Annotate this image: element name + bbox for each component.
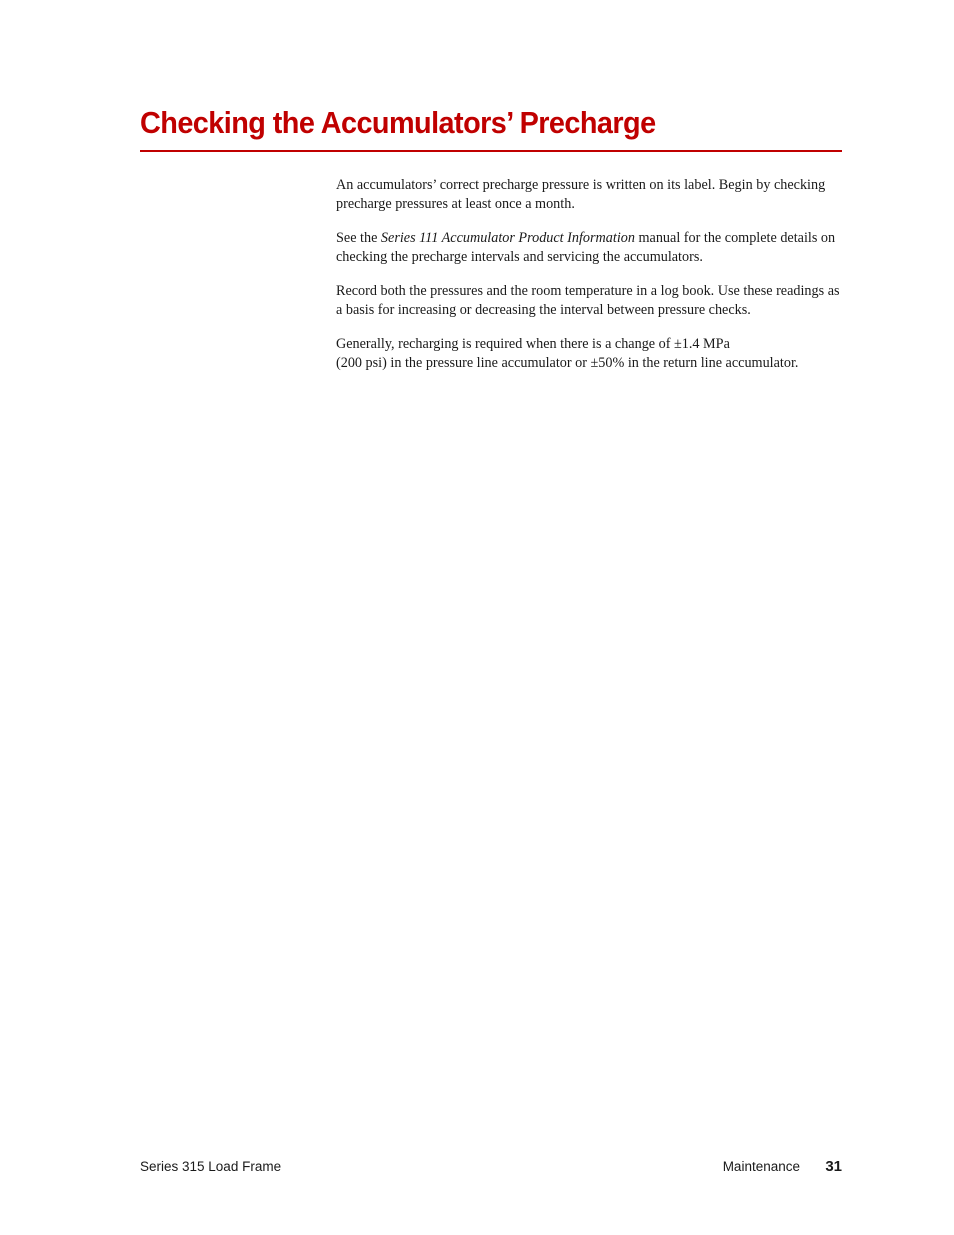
paragraph-recharging-line2: (200 psi) in the pressure line accumulator or ±50% in the return line accumulator.: [336, 355, 799, 371]
paragraph-log-book: Record both the pressures and the room temperature in a log book. Use these readings as a basis for increasing or decreasing the interval between pressure checks.: [336, 283, 840, 318]
footer-section-name: Maintenance: [722, 1159, 800, 1174]
paragraph-see-manual-tail: manual for the complete details on checking the precharge intervals and servicing the accumulators.: [336, 230, 836, 265]
page-title: Checking the Accumulators’ Precharge: [140, 105, 656, 140]
title-rule: [140, 150, 842, 152]
manual-reference: Series 111 Accumulator Product Information: [380, 230, 635, 246]
paragraph-see-manual: [336, 229, 848, 267]
paragraph-recharging: [336, 335, 848, 373]
body-text: [336, 176, 848, 388]
footer-document-title: Series 315 Load Frame: [140, 1159, 282, 1174]
paragraph-recharging-line1: Generally, recharging is required when there is a change of ±1.4 MPa: [336, 336, 730, 352]
page-number: 31: [825, 1158, 842, 1175]
paragraph-see-manual-lead: See the: [336, 230, 381, 246]
paragraph-precharge-label: An accumulators’ correct precharge pressure is written on its label. Begin by checking precharge pressures at least once a month.: [336, 177, 826, 212]
